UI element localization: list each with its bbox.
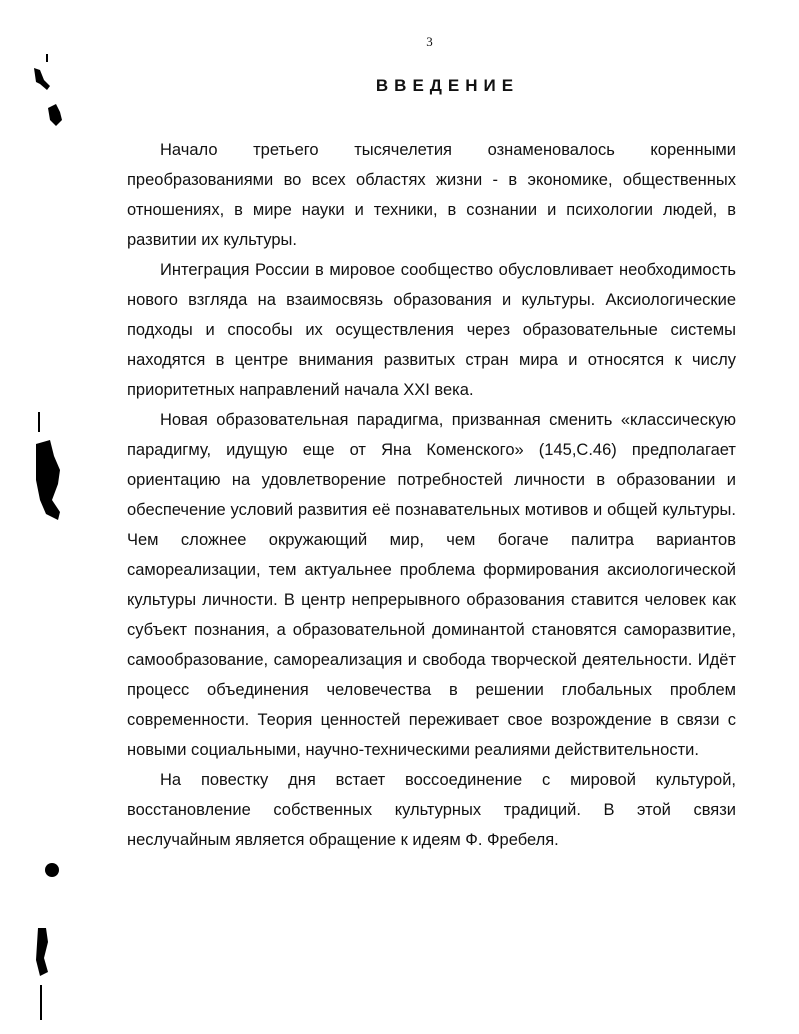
section-title: ВВЕДЕНИЕ bbox=[375, 76, 520, 95]
scan-mark-smear bbox=[36, 440, 60, 520]
scan-mark-blob-1 bbox=[48, 104, 62, 126]
paragraph-2: Интеграция России в мировое сообщество обусловливает необходимость нового взгляда на взаимосвязь образования и культуры. Аксиологические подходы и способы их осуществления через образовательные системы находятся в центре внимания развитых стран мира и относятся к числу приоритетных направлений начала XXI века. bbox=[127, 261, 736, 399]
scan-mark-dot bbox=[46, 54, 48, 62]
scan-mark-blob-2 bbox=[45, 863, 59, 877]
page-number: 3 bbox=[426, 34, 433, 49]
paragraph-1: Начало третьего тысячелетия ознаменовалось коренными преобразованиями во всех областях жизни - в экономике, общественных отношениях, в мире науки и техники, в сознании и психологии людей, в развитии их культуры. bbox=[127, 141, 736, 249]
paragraph-4: На повестку дня встает воссоединение с мировой культурой, восстановление собственных культурных традиций. В этой связи неслучайным является обращение к идеям Ф. Фребеля. bbox=[127, 771, 736, 849]
body-text bbox=[127, 135, 736, 855]
paragraph-3: Новая образовательная парадигма, призванная сменить «классическую парадигму, идущую еще от Яна Коменского» (145,С.46) предполагает ориентацию на удовлетворение потребностей личности в образовании и обеспечение условий развития её познавательных мотивов и общей культуры. Чем сложнее окружающий мир, чем богаче палитра вариантов самореализации, тем актуальнее проблема формирования аксиологической культуры личности. В центр непрерывного образования ставится человек как субъект познания, а образовательной доминантой становятся саморазвитие, самообразование, самореализация и свобода творческой деятельности. Идёт процесс объединения человечества в решении глобальных проблем современности. Теория ценностей переживает свое возрождение в связи с новыми социальными, научно-техническими реалиями действительности. bbox=[127, 411, 736, 759]
scan-mark-line bbox=[40, 985, 42, 1020]
scan-mark-tick bbox=[38, 412, 40, 432]
scan-mark-bottom bbox=[36, 928, 48, 976]
